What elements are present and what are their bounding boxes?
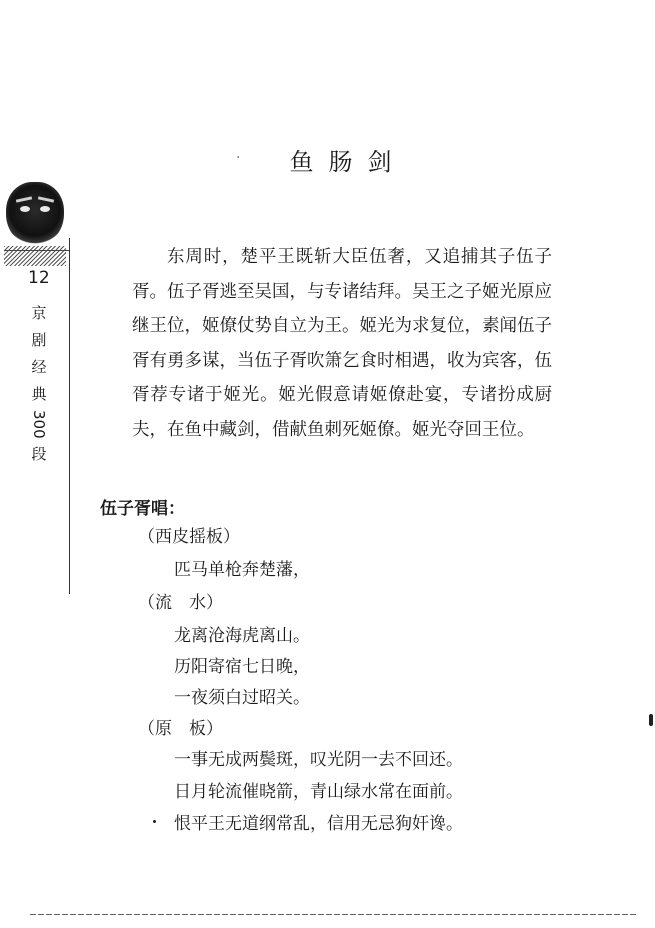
decorative-bar: [4, 246, 66, 266]
page-title: 鱼肠剑: [289, 148, 407, 176]
book-title-char: 剧: [31, 331, 47, 349]
book-title-char: 典: [31, 385, 47, 403]
page-title-dots: ·: [236, 150, 241, 166]
lyric-line: 恨平王无道纲常乱，信用无忌狗奸谗。: [174, 814, 463, 834]
banshi-label: （西皮摇板）: [138, 527, 240, 547]
intro-section: [132, 240, 552, 447]
banshi-label: （流 水）: [138, 593, 223, 613]
banshi-label: （原 板）: [138, 719, 223, 739]
lyric-line: 日月轮流催晓箭，青山绿水常在面前。: [174, 782, 463, 802]
sidebar-divider: [4, 250, 70, 251]
book-title-char: 段: [31, 444, 47, 463]
lyric-line: 一事无成两鬓斑，叹光阴一去不回还。: [174, 750, 463, 770]
singer-label: 伍子胥唱：: [100, 499, 185, 519]
scan-speck: [649, 714, 653, 726]
scan-speck: [153, 820, 156, 823]
lyric-line: 一夜须白过昭关。: [174, 688, 310, 708]
book-title-char: 经: [31, 358, 47, 376]
book-title-char: 京: [31, 304, 47, 322]
intro-paragraph: 东周时，楚平王既斩大臣伍奢，又追捕其子伍子胥。伍子胥逃至吴国，与专诸结拜。吴王之子姬光原应继王位，姬僚仗势自立为王。姬光为求复位，素闻伍子胥有勇多谋，当伍子胥吹箫乞食时相遇，收为宾客，伍胥荐专诸于姬光。姬光假意请姬僚赴宴，专诸扮成厨夫，在鱼中藏剑，借献鱼刺死姬僚。姬光夺回王位。: [132, 247, 552, 440]
lyric-line: 龙离沧海虎离山。: [174, 626, 310, 646]
bottom-rule: [30, 914, 638, 915]
lyric-line: 历阳寄宿七日晚，: [174, 657, 310, 677]
book-title-number: 300: [30, 410, 48, 439]
book-title-vertical: [28, 300, 50, 468]
opera-mask-logo: [6, 182, 64, 246]
sidebar-vertical-rule: [69, 238, 70, 594]
page-number: 12: [28, 268, 50, 288]
lyric-line: 匹马单枪奔楚藩，: [174, 560, 310, 580]
